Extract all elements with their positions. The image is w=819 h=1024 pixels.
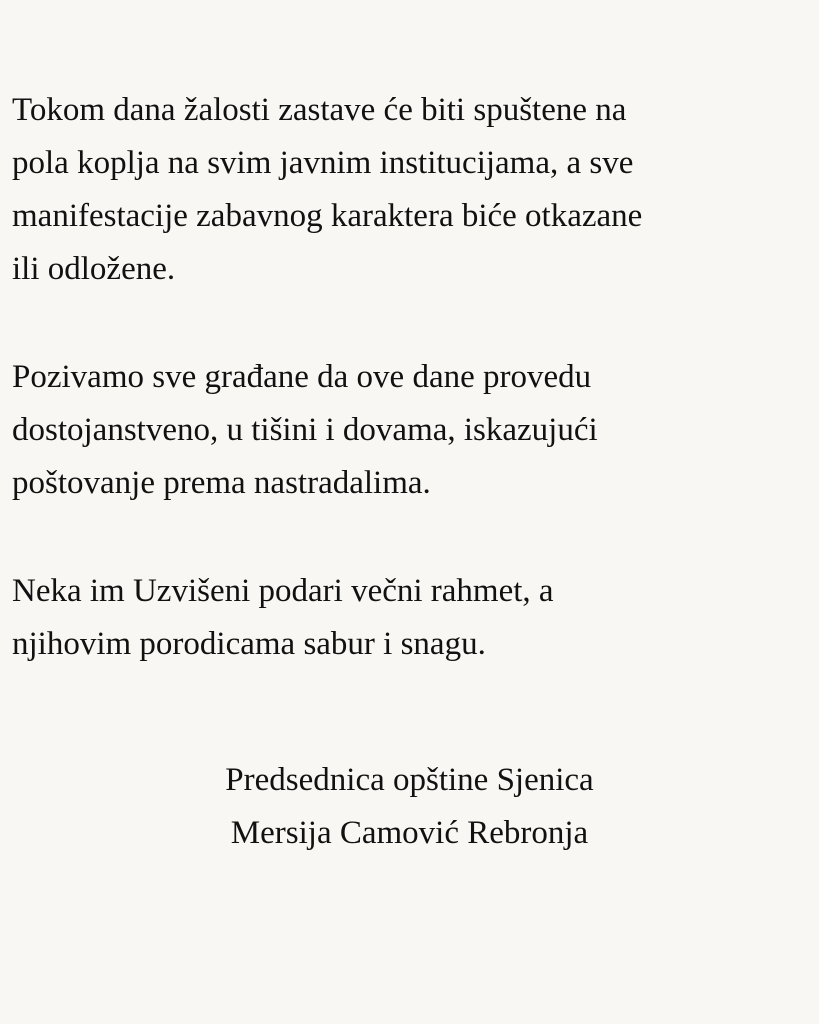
signature-name: Mersija Camović Rebronja	[230, 815, 589, 851]
signature-block	[0, 754, 819, 860]
signature-title: Predsednica opštine Sjenica	[225, 762, 594, 798]
paragraph-flags	[12, 84, 789, 296]
paragraph-condolence	[12, 565, 789, 671]
text-line: Neka im Uzvišeni podari večni rahmet, a	[12, 573, 554, 609]
text-line: dostojanstveno, u tišini i dovama, iskazujući	[12, 412, 598, 448]
text-line: ili odložene.	[12, 251, 176, 287]
paragraph-citizens	[12, 351, 789, 510]
text-line: poštovanje prema nastradalima.	[12, 465, 431, 501]
text-line: manifestacije zabavnog karaktera biće otkazane	[12, 198, 643, 234]
text-line: Tokom dana žalosti zastave će biti spuštene na	[12, 92, 627, 128]
text-line: njihovim porodicama sabur i snagu.	[12, 626, 486, 662]
text-line: pola koplja na svim javnim institucijama, a sve	[12, 145, 634, 181]
text-line: Pozivamo sve građane da ove dane provedu	[12, 359, 592, 395]
